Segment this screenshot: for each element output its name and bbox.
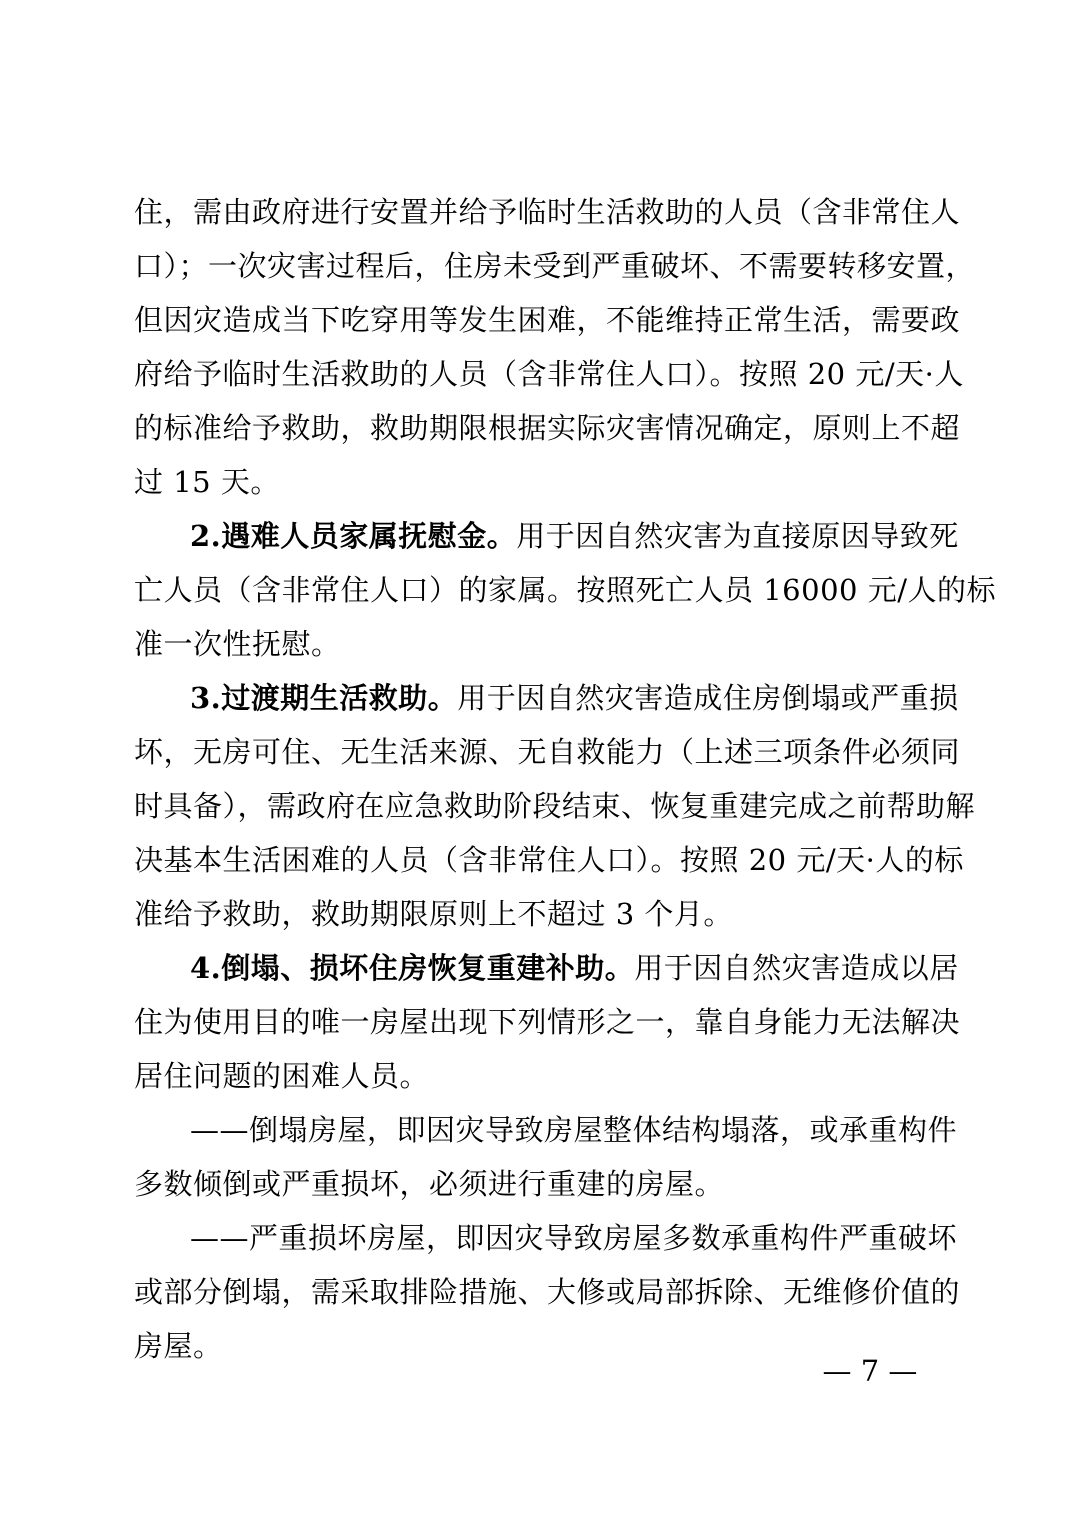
body-line: 住为使用目的唯一房屋出现下列情形之一，靠自身能力无法解决 — [134, 1005, 961, 1039]
body-line: 决基本生活困难的人员（含非常住人口）。按照 20 元/天·人的标 — [134, 843, 964, 877]
item-first-line — [190, 510, 959, 562]
dash-item-first-line: ——严重损坏房屋，即因灾导致房屋多数承重构件严重破坏 — [190, 1221, 958, 1255]
body-line: 时具备），需政府在应急救助阶段结束、恢复重建完成之前帮助解 — [134, 789, 976, 823]
item-heading: 3.过渡期生活救助。 — [190, 681, 458, 715]
dash-item-first-line: ——倒塌房屋，即因灾导致房屋整体结构塌落，或承重构件 — [190, 1113, 958, 1147]
body-line: 过 15 天。 — [134, 465, 280, 499]
item-heading: 2.遇难人员家属抚慰金。 — [190, 519, 517, 553]
body-line: 居住问题的困难人员。 — [134, 1059, 430, 1093]
body-line: 准给予救助，救助期限原则上不超过 3 个月。 — [134, 897, 733, 931]
item-first-line — [190, 942, 959, 994]
item-first-line — [190, 672, 959, 724]
body-line: 府给予临时生活救助的人员（含非常住人口）。按照 20 元/天·人 — [134, 357, 964, 391]
body-line: 口）；一次灾害过程后，住房未受到严重破坏、不需要转移安置， — [134, 249, 976, 283]
body-line: 或部分倒塌，需采取排险措施、大修或局部拆除、无维修价值的 — [134, 1275, 961, 1309]
body-line: 准一次性抚慰。 — [134, 627, 341, 661]
body-line: 多数倾倒或严重损坏，必须进行重建的房屋。 — [134, 1167, 725, 1201]
item-text: 用于因自然灾害造成以居 — [634, 951, 959, 985]
item-text: 用于因自然灾害为直接原因导致死 — [516, 519, 959, 553]
body-line: 坏，无房可住、无生活来源、无自救能力（上述三项条件必须同 — [134, 735, 961, 769]
body-line: 亡人员（含非常住人口）的家属。按照死亡人员 16000 元/人的标 — [134, 573, 996, 607]
body-line: 但因灾造成当下吃穿用等发生困难，不能维持正常生活，需要政 — [134, 303, 961, 337]
body-line: 房屋。 — [134, 1329, 223, 1363]
body-line: 的标准给予救助，救助期限根据实际灾害情况确定，原则上不超 — [134, 411, 961, 445]
page-number: — 7 — — [822, 1354, 918, 1388]
item-heading: 4.倒塌、损坏住房恢复重建补助。 — [190, 951, 635, 985]
body-line: 住，需由政府进行安置并给予临时生活救助的人员（含非常住人 — [134, 195, 961, 229]
item-text: 用于因自然灾害造成住房倒塌或严重损 — [457, 681, 959, 715]
